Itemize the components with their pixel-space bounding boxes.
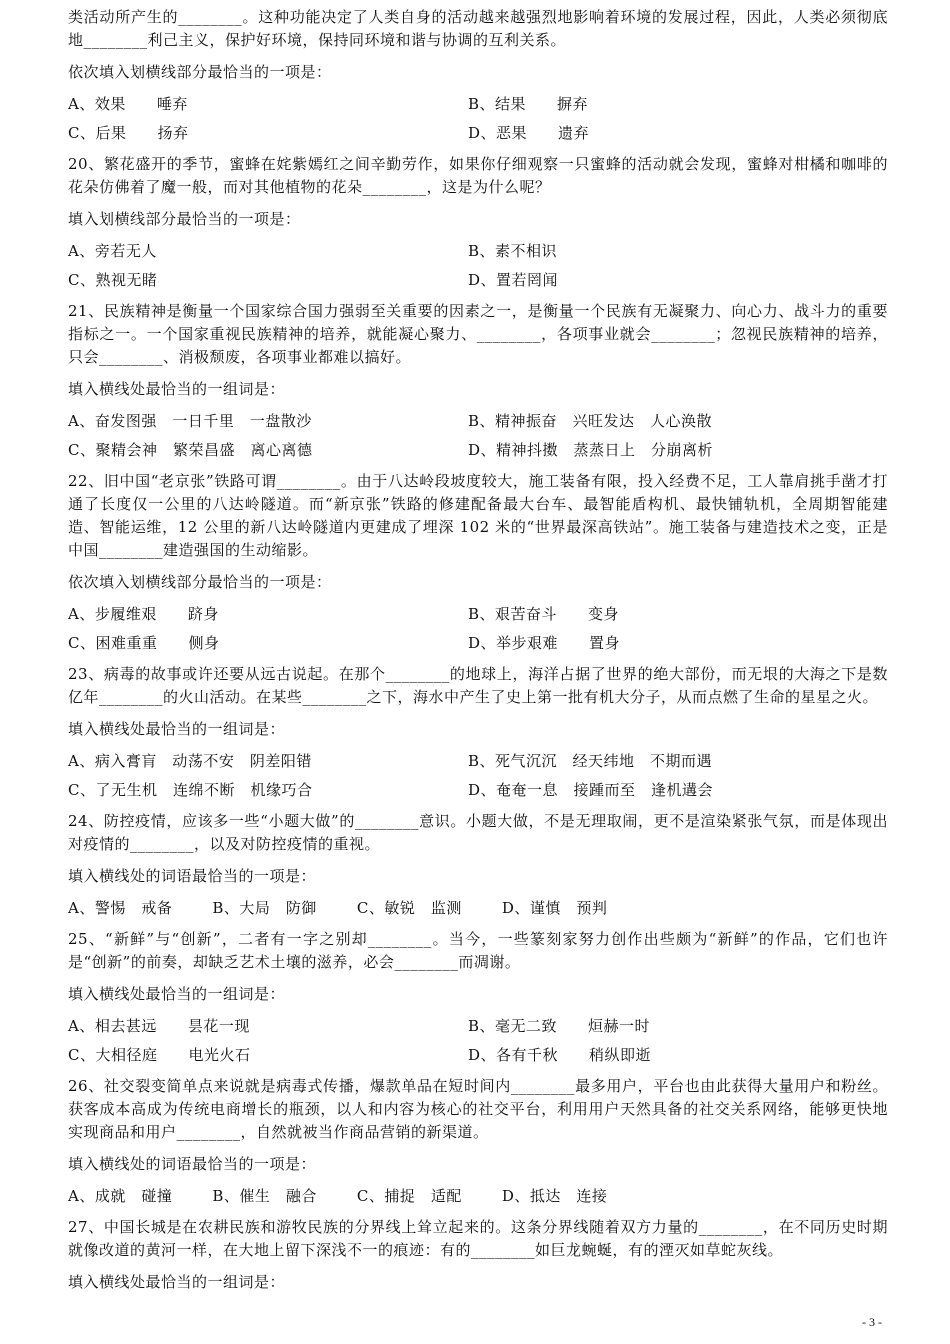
option-b: B、死气沉沉 经天纬地 不期而遇 <box>468 752 713 770</box>
question-25-text: 25、“新鲜”与“创新”，二者有一字之别却________。当今，一些篆刻家努力创作出些颇为“新鲜”的作品，它们也许是“创新”的前奏，却缺乏艺术土壤的滋养，必会________而凋谢。 <box>68 930 888 971</box>
option-c: C、后果 扬弃 <box>68 124 189 142</box>
question-23-prompt: 填入横线处最恰当的一组词是： <box>68 720 286 738</box>
option-a: A、成就 碰撞 <box>68 1187 173 1205</box>
page-number: - 3 - <box>862 1315 882 1329</box>
question-27-text: 27、中国长城是在农耕民族和游牧民族的分界线上耸立起来的。这条分界线随着双方力量的________，在不同历史时期就像改道的黄河一样，在大地上留下深浅不一的痕迹：有的________如巨龙蜿蜒，有的湮灭如草蛇灰线。 <box>68 1218 888 1259</box>
option-c: C、了无生机 连绵不断 机缘巧合 <box>68 781 313 799</box>
option-d: D、举步艰难 置身 <box>468 634 621 652</box>
option-c: C、大相径庭 电光火石 <box>68 1046 251 1064</box>
question-22-options <box>68 603 888 655</box>
question-20-options <box>68 240 888 292</box>
question-20-text: 20、繁花盛开的季节，蜜蜂在姹紫嫣红之间辛勤劳作，如果你仔细观察一只蜜蜂的活动就会发现，蜜蜂对柑橘和咖啡的花朵仿佛着了魔一般，而对其他植物的花朵________，这是为什么呢？ <box>68 155 888 196</box>
option-b: B、大局 防御 <box>212 899 317 917</box>
option-b: B、毫无二致 烜赫一时 <box>468 1017 651 1035</box>
document-page <box>68 6 888 1303</box>
option-a: A、效果 唾弃 <box>68 95 188 113</box>
question-20-prompt: 填入划横线部分最恰当的一项是： <box>68 210 301 228</box>
option-c: C、敏锐 监测 <box>356 899 462 917</box>
option-b: B、艰苦奋斗 变身 <box>468 605 620 623</box>
option-a: A、相去甚远 昙花一现 <box>68 1017 250 1035</box>
option-b: B、素不相识 <box>468 242 558 260</box>
question-23-options <box>68 750 888 802</box>
question-21-text: 21、民族精神是衡量一个国家综合国力强弱至关重要的因素之一，是衡量一个民族有无凝聚力、向心力、战斗力的重要指标之一。一个国家重视民族精神的培养，就能凝心聚力、________，各项事业就会________；忽视民族精神的培养，只会________、消极颓废，各项事业都难以搞好。 <box>68 302 888 366</box>
question-21-prompt: 填入横线处最恰当的一组词是： <box>68 380 286 398</box>
option-c: C、困难重重 侧身 <box>68 634 220 652</box>
option-d: D、恶果 遗弃 <box>468 124 590 142</box>
option-b: B、结果 摒弃 <box>468 95 589 113</box>
intro-prompt: 依次填入划横线部分最恰当的一项是： <box>68 63 332 81</box>
question-22-prompt: 依次填入划横线部分最恰当的一项是： <box>68 573 332 591</box>
option-d: D、各有千秋 稍纵即逝 <box>468 1046 652 1064</box>
option-c: C、聚精会神 繁荣昌盛 离心离德 <box>68 441 313 459</box>
option-c: C、捕捉 适配 <box>356 1187 462 1205</box>
option-d: D、奄奄一息 接踵而至 逢机遘会 <box>468 781 714 799</box>
option-c: C、熟视无睹 <box>68 271 158 289</box>
question-25-options <box>68 1015 888 1067</box>
option-d: D、抵达 连接 <box>501 1187 608 1205</box>
option-d: D、谨慎 预判 <box>501 899 608 917</box>
option-d: D、置若罔闻 <box>468 271 559 289</box>
option-d: D、精神抖擞 蒸蒸日上 分崩离析 <box>468 441 714 459</box>
question-24-prompt: 填入横线处的词语最恰当的一项是： <box>68 867 317 885</box>
option-a: A、病入膏肓 动荡不安 阴差阳错 <box>68 752 312 770</box>
option-a: A、步履维艰 跻身 <box>68 605 219 623</box>
question-24-text: 24、防控疫情，应该多一些“小题大做”的________意识。小题大做，不是无理取闹，更不是渲染紧张气氛，而是体现出对疫情的________，以及对防控疫情的重视。 <box>68 812 888 853</box>
option-a: A、警惕 戒备 <box>68 899 173 917</box>
question-24-options <box>68 897 888 920</box>
question-26-text: 26、社交裂变简单点来说就是病毒式传播，爆款单品在短时间内________最多用户，平台也由此获得大量用户和粉丝。获客成本高成为传统电商增长的瓶颈，以人和内容为核心的社交平台，利用用户天然具备的社交关系网络，能够更快地实现商品和用户________，自然就被当作商品营销的新渠道。 <box>68 1077 888 1141</box>
question-26-options <box>68 1185 888 1208</box>
option-a: A、奋发图强 一日千里 一盘散沙 <box>68 412 312 430</box>
question-22-text: 22、旧中国“老京张”铁路可谓________。由于八达岭段坡度较大，施工装备有限，投入经费不足，工人靠肩挑手凿才打通了长度仅一公里的八达岭隧道。而“新京张”铁路的修建配备最大台车、最智能盾构机、最快铺轨机，全周期智能建造、智能运维，12 公里的新八达岭隧道内更建成了埋深 102 米的“世界最深高铁站”。施工装备与建造技术之变，正是中国________建造强国的生动缩影。 <box>68 472 888 559</box>
question-21-options <box>68 410 888 462</box>
option-b: B、精神振奋 兴旺发达 人心涣散 <box>468 412 713 430</box>
question-25-prompt: 填入横线处最恰当的一组词是： <box>68 985 286 1003</box>
question-26-prompt: 填入横线处的词语最恰当的一项是： <box>68 1155 317 1173</box>
intro-options <box>68 93 888 145</box>
option-b: B、催生 融合 <box>212 1187 317 1205</box>
option-a: A、旁若无人 <box>68 242 157 260</box>
intro-paragraph: 类活动所产生的________。这种功能决定了人类自身的活动越来越强烈地影响着环境的发展过程，因此，人类必须彻底地________利己主义，保护好环境，保持同环境和谐与协调的互利关系。 <box>68 8 888 49</box>
question-27-prompt: 填入横线处最恰当的一组词是： <box>68 1273 286 1291</box>
question-23-text: 23、病毒的故事或许还要从远古说起。在那个________的地球上，海洋占据了世界的绝大部份，而无垠的大海之下是数亿年________的火山活动。在某些________之下，海水中产生了史上第一批有机大分子，从而点燃了生命的星星之火。 <box>68 665 888 706</box>
